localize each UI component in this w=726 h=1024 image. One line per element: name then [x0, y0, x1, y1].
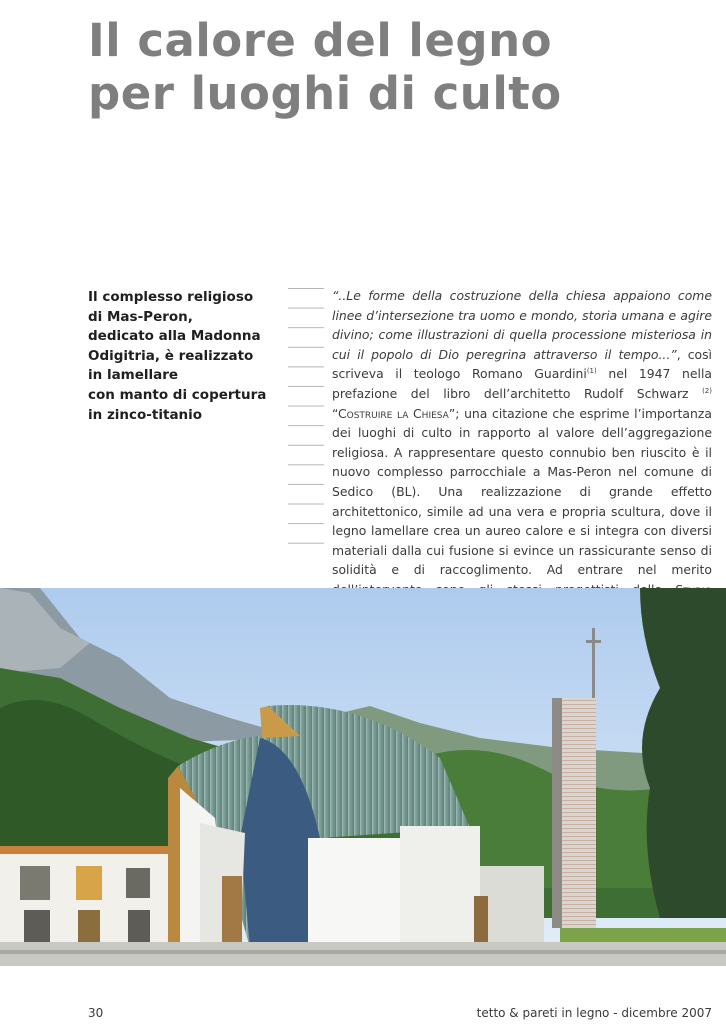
- column-rule: [288, 288, 324, 553]
- lead-line: di Mas-Peron,: [88, 308, 193, 325]
- book-title: “Costruire la Chiesa”: [332, 405, 456, 421]
- lead-line: in lamellare: [88, 367, 179, 384]
- body-text-run: nel 1947 nella prefazione del libro dell’architetto Rudolf Schwarz: [332, 366, 712, 401]
- article-title: [88, 14, 688, 120]
- lead-line: con manto di copertura: [88, 386, 267, 403]
- publication-footer: tetto & pareti in legno - dicembre 2007: [476, 1006, 712, 1020]
- lead-line: Il complesso religioso: [88, 289, 254, 305]
- lead-line: Odigitria, è realizzato: [88, 347, 254, 364]
- body-text-run: ; una citazione che esprime l’importanza dei luoghi di culto in rapporto al valore dell’aggregazione religiosa. A rappresentare questo connubio ben riuscito è il nuovo complesso parrocchiale a Mas-Peron nel comune di Sedico (BL). Una realizzazione di grande effetto architettonico, simile ad una vera e propria scultura, dove il legno lamellare crea un aureo calore e si integra con diversi materiali dalla cui fusione si evince un rassicurante senso di solidità e di raccoglimento. Ad entrare nel merito: [332, 405, 712, 578]
- church-illustration: [0, 588, 726, 966]
- guardini-quote: “..Le forme della costruzione della chiesa appaiono come linee d’intersezione tra uomo e mondo, storia umana e agire divino; come illustrazioni di quella processione misteriosa in cui il popolo di Dio peregrina attraverso il tempo...”: [332, 288, 712, 362]
- church-photo: [0, 588, 726, 966]
- lead-line: in zinco-titanio: [88, 406, 203, 423]
- footnote-marker: (2): [702, 386, 712, 395]
- lead-line: dedicato alla Madonna: [88, 328, 261, 345]
- title-line-1: Il calore del legno: [88, 14, 553, 67]
- body-text-run: , così scriveva il teologo Romano Guardini: [332, 346, 712, 382]
- title-line-2: per luoghi di culto: [88, 67, 562, 120]
- footnote-marker: (1): [586, 367, 597, 376]
- lead-paragraph: [88, 288, 278, 425]
- page-number: 30: [88, 1006, 104, 1020]
